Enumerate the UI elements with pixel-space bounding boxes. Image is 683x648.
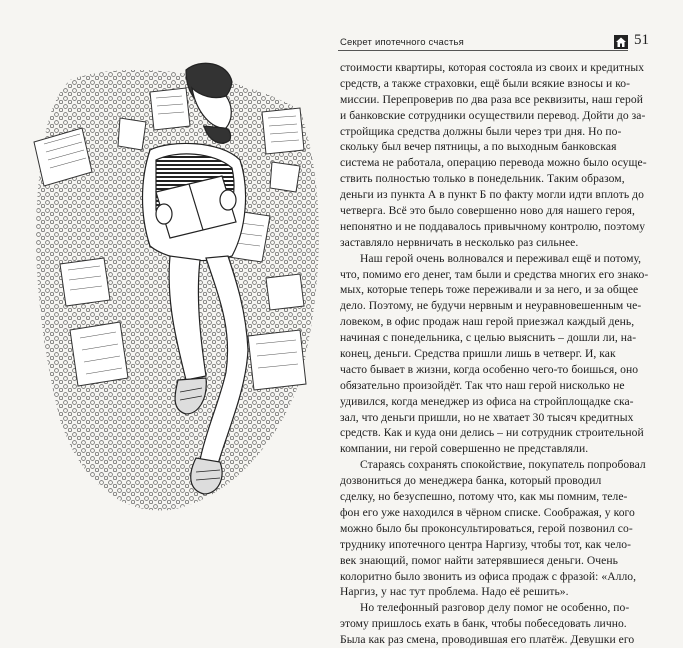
text-line: и банковские сотрудники осуществили перевод. Дойти до за- <box>340 108 646 122</box>
text-line: система не работала, операцию перевода можно было осуще- <box>340 156 647 170</box>
text-line: удивился, когда менеджер из офиса на стройплощадке ска- <box>340 394 634 408</box>
text-line: труднику ипотечного центра Наргизу, чтобы тот, как чело- <box>340 537 632 551</box>
text-line: непонятно и не поддавалось привычному контролю, поэтому <box>340 219 646 233</box>
text-line: миссии. Перепроверив по два раза все реквизиты, наш герой <box>340 92 643 106</box>
text-line: колоритно было звонить из офиса продаж с фразой: «Алло, <box>340 569 637 583</box>
chapter-title: Секрет ипотечного счастья <box>340 37 465 48</box>
text-line: Наш герой очень волновался и переживал ещё и потому, <box>360 251 642 265</box>
text-line: стройщика средства должны были через три дня. Но по- <box>340 124 622 138</box>
text-line: зал, что деньги пришли, но не хватает 30 тысяч кредитных <box>340 410 634 424</box>
text-line: век знающий, помог найти затерявшиеся деньги. Очень <box>340 553 618 567</box>
text-line: Но телефонный разговор делу помог не особенно, по- <box>360 601 630 615</box>
text-line: начиная с понедельника, с целью выяснить – дошли ли, на- <box>340 331 637 345</box>
text-line: что, помимо его денег, там были и средства многих его знако- <box>340 267 649 281</box>
text-line: фон его уже находился в чёрном списке. Соображая, у кого <box>340 505 635 519</box>
text-line: этому пришлось ехать в банк, чтобы побеседовать лично. <box>340 617 627 631</box>
text-line: Стараясь сохранять спокойствие, покупатель попробовал <box>360 458 646 472</box>
house-icon <box>614 35 628 49</box>
body-text <box>340 60 672 648</box>
text-line: сделку, но безуспешно, потому что, как мы помним, теле- <box>340 490 628 504</box>
text-line: дело. Поэтому, не будучи нервным и неуравновешенным че- <box>340 299 642 313</box>
text-line: часто бывает в жизни, когда особенно чего-то боишься, оно <box>340 362 639 376</box>
text-line: Была как раз смена, проводившая его платёж. Девушки его <box>340 633 635 647</box>
text-line: конец, деньги. Средства пришли лишь в четверг. И, как <box>340 347 616 361</box>
illustration <box>0 0 340 540</box>
text-line: четверга. Всё это было совершенно ново для нашего героя, <box>340 204 635 218</box>
text-line: Наргиз, у нас тут проблема. Надо её решить». <box>340 585 569 599</box>
text-line: деньги из пункта А в пункт Б по факту могли идти вплоть до <box>340 188 644 202</box>
text-line: мых, которые теперь тоже переживали и за него, и за общее <box>340 283 639 297</box>
text-line: обязательно произойдёт. Так что наш герой нисколько не <box>340 378 625 392</box>
text-line: заставляло нервничать в несколько раз сильнее. <box>340 235 579 249</box>
running-header <box>338 32 673 54</box>
text-line: ловеком, в офис продаж наш герой приезжал каждый день, <box>340 315 635 329</box>
text-line: дозвониться до менеджера банка, который проводил <box>340 474 602 488</box>
text-line: средств, а также страховки, ещё были всякие взносы и ко- <box>340 76 631 90</box>
header-rule <box>338 50 628 51</box>
text-line: ствить полностью только в понедельник. Таким образом, <box>340 172 625 186</box>
text-line: можно было бы проконсультироваться, герой позвонил со- <box>340 521 633 535</box>
text-line: средств. Как и куда они делись – ни сотрудник строительной <box>340 426 644 440</box>
text-line: компании, ни герой совершенно не представляли. <box>340 442 589 456</box>
text-line: стоимости квартиры, которая состояла из своих и кредитных <box>340 61 645 74</box>
page-number: 51 <box>634 32 649 48</box>
text-line: скольку был вечер пятницы, а по выходным банковская <box>340 140 617 154</box>
